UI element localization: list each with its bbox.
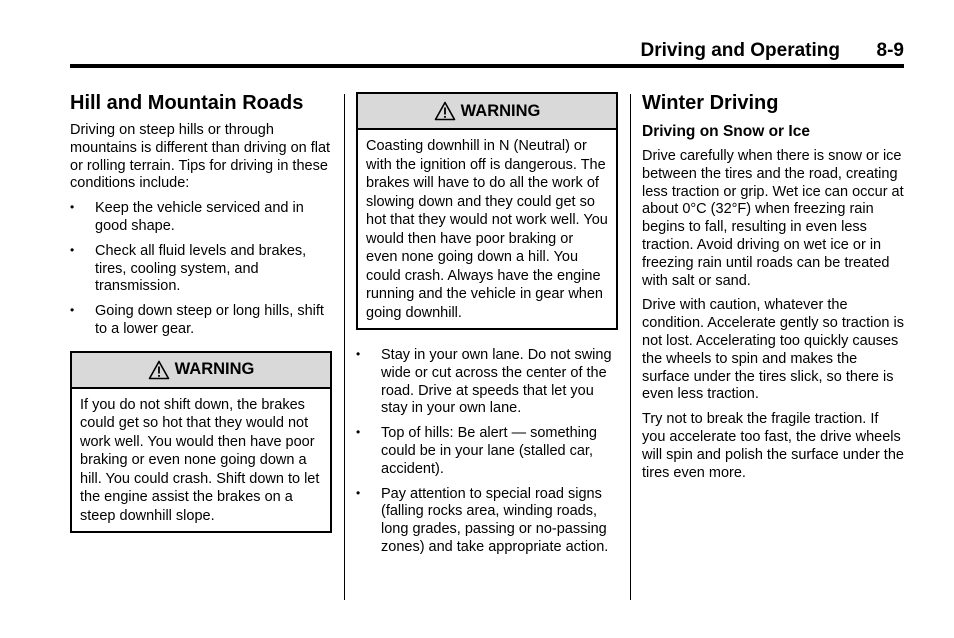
intro-paragraph: Driving on steep hills or through mountains is different than driving on flat or rolling terrain. Tips for driving in these conditions include: xyxy=(70,122,331,192)
tips-list xyxy=(70,200,332,339)
warning-triangle-icon xyxy=(434,101,456,121)
list-item: • Check all fluid levels and brakes, tires, cooling system, and transmission. xyxy=(70,243,332,296)
page-number: 8-9 xyxy=(876,40,904,61)
body-paragraph: Try not to break the fragile traction. If you accelerate too fast, the drive wheels will spin and polish the surface under the tires even more. xyxy=(642,411,904,481)
list-item: • Keep the vehicle serviced and in good shape. xyxy=(70,200,332,236)
page-header xyxy=(70,38,904,68)
warning-triangle-icon xyxy=(148,360,170,380)
column-divider xyxy=(630,94,631,600)
list-item: • Stay in your own lane. Do not swing wide or cut across the center of the road. Drive at speeds that let you stay in your own lane. xyxy=(356,347,618,418)
list-item: • Going down steep or long hills, shift to a lower gear. xyxy=(70,303,332,339)
heading-hill-mountain: Hill and Mountain Roads xyxy=(70,92,304,114)
tips-list xyxy=(356,347,618,557)
warning-label: WARNING xyxy=(174,360,255,379)
warning-box xyxy=(356,92,618,330)
warning-body xyxy=(358,130,616,328)
warning-label: WARNING xyxy=(460,101,541,120)
list-item: • Top of hills: Be alert — something could be in your lane (stalled car, accident). xyxy=(356,425,618,478)
column-divider xyxy=(344,94,345,600)
body-paragraph: Drive with caution, whatever the condition. Accelerate gently so traction is not lost. Accelerating too quickly causes the wheels to spin and makes the surface under the tires slick, so there is even less traction. xyxy=(642,297,904,403)
subheading-snow-ice: Driving on Snow or Ice xyxy=(642,123,810,140)
column-right xyxy=(642,92,904,489)
column-left xyxy=(70,92,332,533)
warning-body xyxy=(72,389,330,532)
warning-text: Coasting downhill in N (Neutral) or with the ignition off is dangerous. The brakes will have to do all the work of slowing down and they could get so hot that they would not work well. You would then have poor braking or even none going down a hill. You could crash. Always have the engine running and the vehicle in gear when going downhill. xyxy=(366,138,608,321)
column-middle xyxy=(356,92,618,564)
warning-header xyxy=(358,94,616,130)
warning-text: If you do not shift down, the brakes could get so hot that they would not work well. You would then have poor braking or even none going down a hill. You could crash. Shift down to let the engine assist the brakes on a steep downhill slope. xyxy=(80,396,320,524)
heading-winter-driving: Winter Driving xyxy=(642,92,779,114)
warning-box xyxy=(70,351,332,534)
section-title: Driving and Operating xyxy=(640,40,840,61)
warning-header xyxy=(72,353,330,389)
list-item: • Pay attention to special road signs (falling rocks area, winding roads, long grades, passing or no-passing zones) and take appropriate action. xyxy=(356,486,618,557)
body-paragraph: Drive carefully when there is snow or ice between the tires and the road, creating less traction or grip. Wet ice can occur at about 0°C (32°F) when freezing rain begins to fall, resulting in even less traction. Avoid driving on wet ice or in freezing rain until roads can be treated with salt or sand. xyxy=(642,148,904,289)
